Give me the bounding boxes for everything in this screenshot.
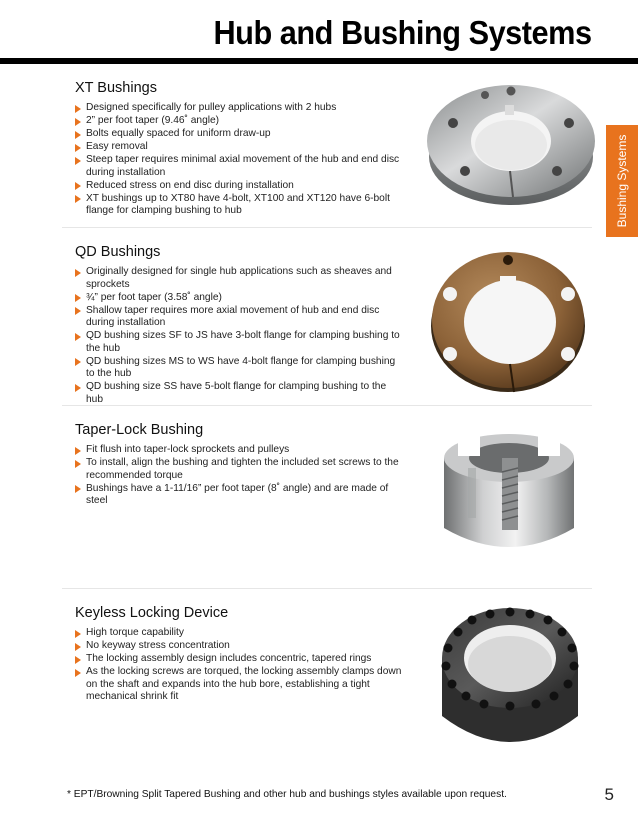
list-item: Designed specifically for pulley applications with 2 hubs [75,102,405,115]
list-item: As the locking screws are torqued, the locking assembly clamps down on the shaft and expands into the hub bore, establishing a tight mechanical shrink fit [75,666,405,704]
list-item: Easy removal [75,141,405,154]
section-divider [62,405,592,406]
list-item: Reduced stress on end disc during installation [75,180,405,193]
list-item: Bushings have a 1-11/16” per foot taper (8˚ angle) and are made of steel [75,483,405,508]
section-qd-bushings [75,244,405,407]
section-keyless-locking [75,605,405,704]
section-taper-lock [75,422,405,508]
list-item: High torque capability [75,627,405,640]
list-item: To install, align the bushing and tighten the included set screws to the recommended torque [75,457,405,482]
side-tab [606,125,638,237]
list-item: No keyway stress concentration [75,640,405,653]
bullet-list [75,102,405,218]
section-xt-bushings [75,80,405,218]
section-heading: Keyless Locking Device [75,605,229,621]
section-heading: Taper-Lock Bushing [75,422,204,438]
keyless-locking-device-image [430,598,590,758]
bullet-list [75,266,405,406]
section-heading: XT Bushings [75,80,157,96]
side-tab-label: Bushing Systems [615,134,629,228]
list-item: QD bushing size SS have 5-bolt flange for clamping bushing to the hub [75,381,405,406]
taper-lock-bushing-image [436,428,582,556]
bullet-list [75,444,405,508]
section-divider [62,227,592,228]
qd-bushing-image [428,246,588,394]
section-divider [62,588,592,589]
list-item: Shallow taper requires more axial movement of hub and end disc during installation [75,305,405,330]
list-item: Bolts equally spaced for uniform draw-up [75,128,405,141]
list-item: Steep taper requires minimal axial movement of the hub and end disc during installation [75,154,405,179]
list-item: Originally designed for single hub applications such as sheaves and sprockets [75,266,405,291]
list-item: 2” per foot taper (9.46˚ angle) [75,115,405,128]
xt-bushing-image [425,75,597,210]
list-item: The locking assembly design includes concentric, tapered rings [75,653,405,666]
list-item: ¾” per foot taper (3.58˚ angle) [75,292,405,305]
list-item: QD bushing sizes MS to WS have 4-bolt flange for clamping bushing to the hub [75,356,405,381]
list-item: QD bushing sizes SF to JS have 3-bolt flange for clamping bushing to the hub [75,330,405,355]
page-number: 5 [604,785,614,804]
footnote: * EPT/Browning Split Tapered Bushing and other hub and bushings styles available upon request. [67,789,507,800]
list-item: XT bushings up to XT80 have 4-bolt, XT100 and XT120 have 6-bolt flange for clamping bushing to hub [75,193,405,218]
page-title: Hub and Bushing Systems [213,14,592,51]
list-item: Fit flush into taper-lock sprockets and pulleys [75,444,405,457]
bullet-list [75,627,405,704]
title-rule [0,58,638,64]
section-heading: QD Bushings [75,244,161,260]
